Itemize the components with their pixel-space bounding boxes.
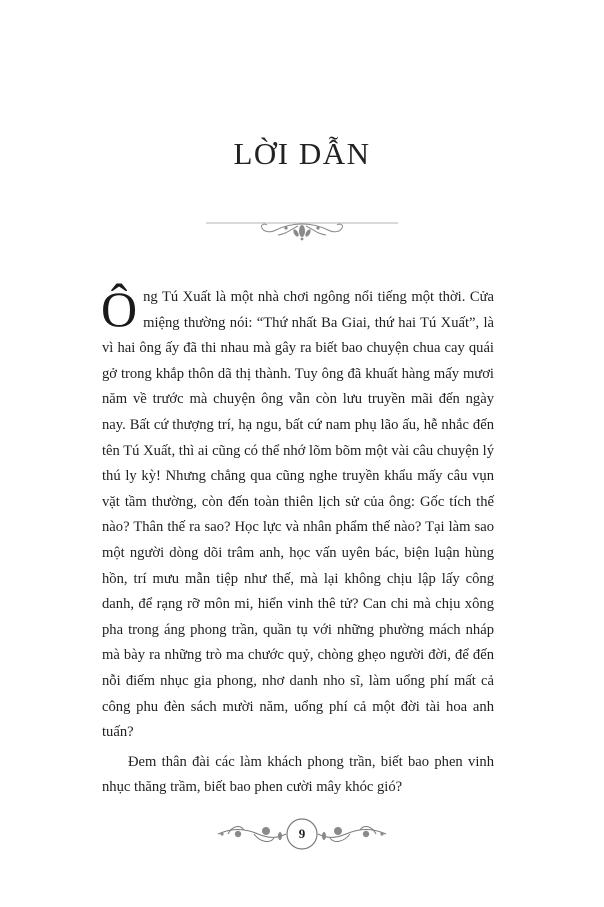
chapter-title: LỜI DẪN: [233, 136, 371, 171]
drop-cap: Ô: [101, 281, 138, 337]
paragraph-1-text: ng Tú Xuất là một nhà chơi ngông nổi tiếng một thời. Cửa miệng thường nói: “Thứ nhất Ba Giai, thứ hai Tú Xuất”, là vì hai ông ấy đã thi nhau mà gây ra biết bao chuyện chua cay quái gở trong khắp thôn dã thị thành. Tuy ông đã khuất hàng mấy mươi năm về trước mà chuyện ông vẫn còn lưu truyền mãi đến ngày nay. Bất cứ thượng trí, hạ ngu, bất cứ nam phụ lão ấu, hễ nhắc đến tên Tú Xuất, thì ai cũng có thể nhớ lõm bõm một vài câu chuyện lý thú ly kỳ! Nhưng chẳng qua cũng nghe truyền khẩu mấy câu vụn vặt tầm thường, còn đến toàn thiên lịch sử của ông: Gốc tích thế nào? Thân thế ra sao? Học lực và nhân phẩm thế nào? Tại làm sao một người dòng dõi trâm anh, học vấn uyên bác, biện luận hùng hồn, trí mưu mẫn tiệp như thế, mà lại không chịu lập lấy công danh, để rạng rỡ môn mi, hiển vinh thê tử? Can chi mà chịu xông pha trong áng phong trần, quần tụ với những phường mách nháp mà bày ra những trò ma chước quỷ, chòng ghẹo người đời, để đến nỗi điếm nhục gia phong, nhơ danh nho sĩ, làm uổng phí mất cả công phu đèn sách mười năm, uổng phí cả một đời tài hoa anh tuấn?: [102, 289, 494, 741]
divider-ornament: [206, 216, 398, 242]
page-number: 9: [298, 826, 306, 841]
paragraph-2: Đem thân đài các làm khách phong trần, biết bao phen vinh nhục thăng trầm, biết bao phen cười mây khóc gió?: [102, 753, 494, 796]
chapter-body: [101, 281, 494, 801]
paragraph-1: [101, 281, 494, 746]
